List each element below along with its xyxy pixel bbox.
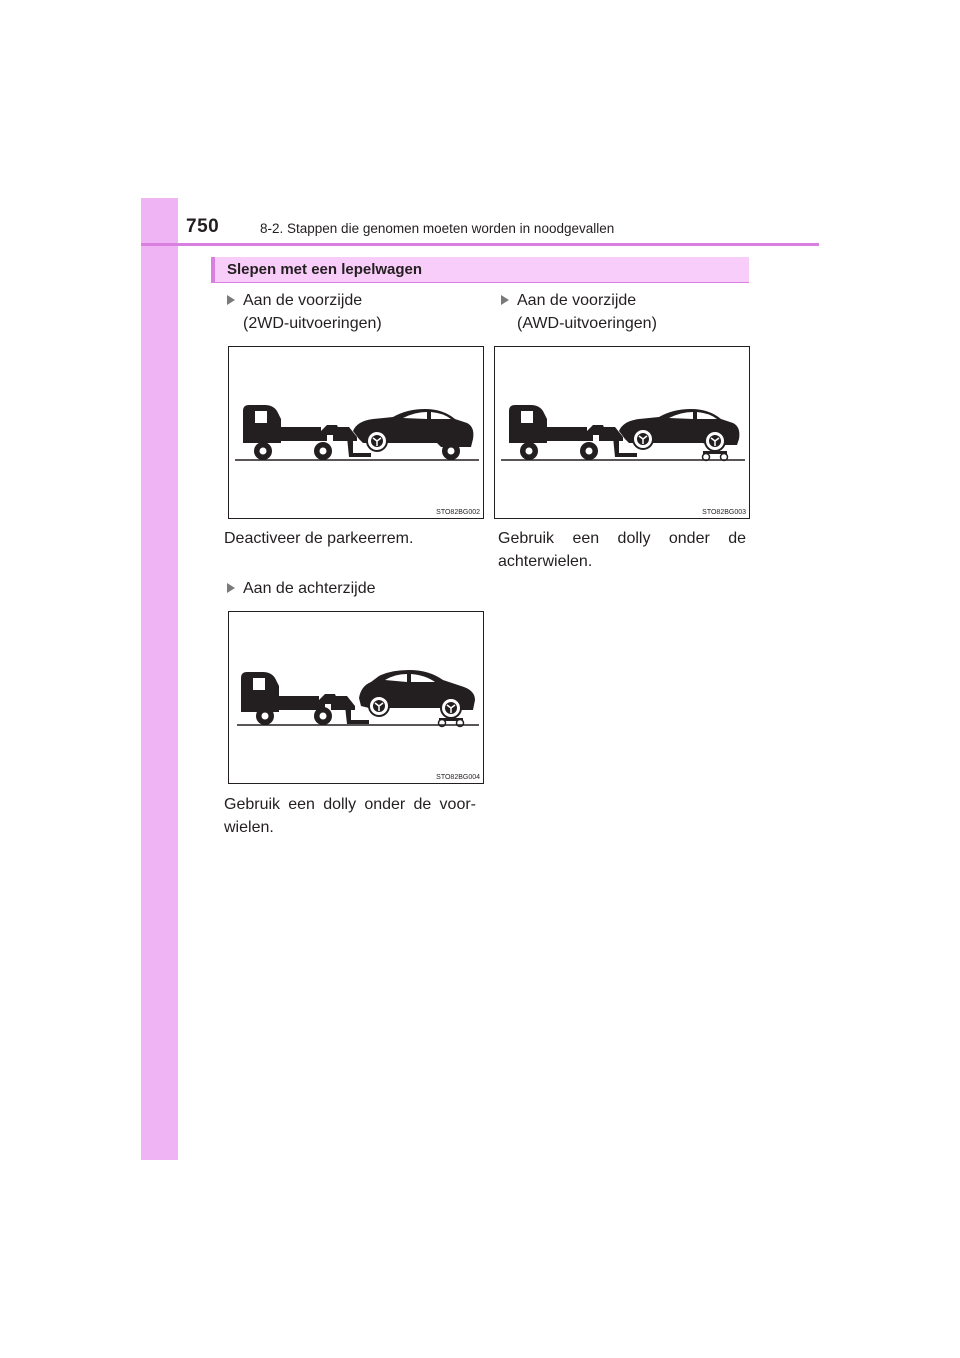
tow-truck-illustration [229,347,483,518]
triangle-bullet-icon [227,583,235,593]
figure-3-rear [228,611,484,784]
figure-1-heading [243,289,382,335]
figure-2-caption-line1: Gebruik een dolly onder de [498,530,746,547]
figure-2-code: STO82BG003 [702,509,746,516]
figure-3-caption-line1: Gebruik een dolly onder de voor- [224,796,476,813]
figure-3-code: STO82BG004 [436,774,480,781]
triangle-bullet-icon [227,295,235,305]
figure-1-heading-line1: Aan de voorzijde [243,292,363,309]
header-rule [141,243,819,246]
figure-3-heading [243,577,376,600]
running-head: 8-2. Stappen die genomen moeten worden in noodgevallen [260,221,615,236]
figure-2-caption-line2: achterwielen. [498,553,593,570]
figure-3-caption-line2: wielen. [224,819,274,836]
figure-2-heading-line2: (AWD-uitvoeringen) [517,315,657,332]
side-thumb-band [141,198,178,1160]
figure-1-front-2wd [228,346,484,519]
tow-truck-illustration [495,347,749,518]
dolly-icon [703,451,728,461]
figure-2-heading [517,289,657,335]
section-heading-bar [211,257,749,283]
tow-truck-illustration [229,612,483,783]
page-number: 750 [186,216,220,237]
triangle-bullet-icon [501,295,509,305]
figure-2-front-awd [494,346,750,519]
figure-2-heading-line1: Aan de voorzijde [517,292,637,309]
figure-3-heading-line1: Aan de achterzijde [243,580,376,597]
section-title: Slepen met een lepelwagen [227,261,423,278]
figure-1-caption: Deactiveer de parkeerrem. [224,530,414,547]
figure-1-heading-line2: (2WD-uitvoeringen) [243,315,382,332]
figure-1-code: STO82BG002 [436,509,480,516]
